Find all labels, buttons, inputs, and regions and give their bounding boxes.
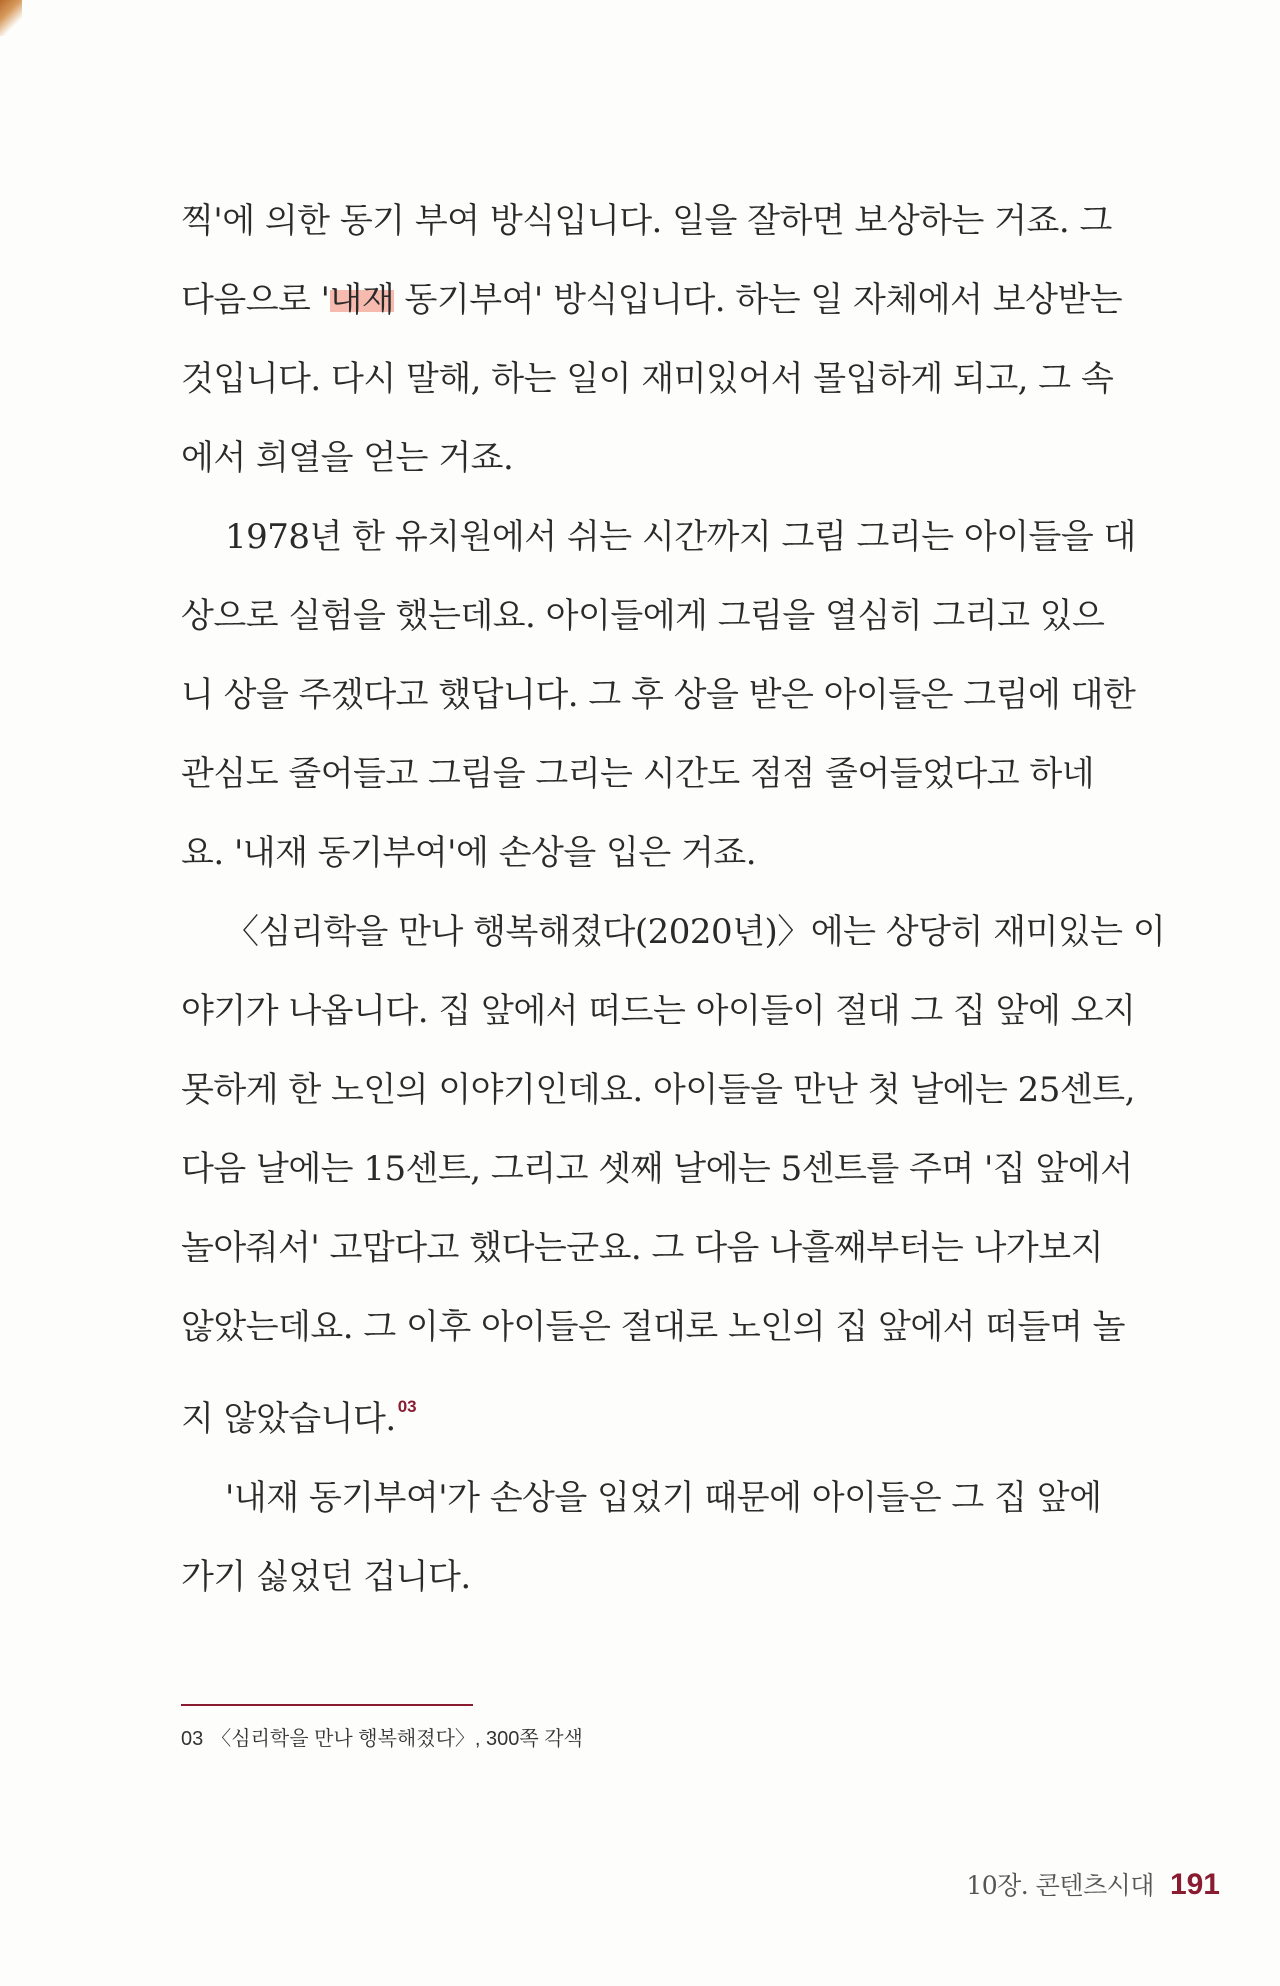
paragraph <box>181 893 1166 1459</box>
running-footer <box>966 1866 1220 1902</box>
text-line: 1978년 한 유치원에서 쉬는 시간까지 그림 그리는 아이들을 대 <box>225 517 1136 557</box>
text-line: 상으로 실험을 했는데요. 아이들에게 그림을 열심히 그리고 있으 <box>181 596 1105 636</box>
paragraph <box>181 182 1123 498</box>
text-line: 관심도 줄어들고 그림을 그리는 시간도 점점 줄어들었다고 하네 <box>181 754 1095 794</box>
highlighted-text: 내재 <box>329 280 395 320</box>
text-line: 요. '내재 동기부여'에 손상을 입은 거죠. <box>181 833 757 873</box>
footnote-divider <box>181 1704 473 1706</box>
footnote-text: 〈심리학을 만나 행복해졌다〉, 300쪽 각색 <box>211 1728 583 1750</box>
text-line: '내재 동기부여'가 손상을 입었기 때문에 아이들은 그 집 앞에 <box>225 1478 1102 1518</box>
text-line: 지 않았습니다. $^{03}$ <box>181 1397 417 1439</box>
chapter-label: 10장. 콘텐츠시대 <box>966 1871 1154 1900</box>
paragraph <box>181 1459 1102 1617</box>
text-line: 〈심리학을 만나 행복해졌다(2020년)〉에는 상당히 재미있는 이 <box>225 912 1166 952</box>
footnote <box>181 1722 583 1751</box>
text-line: 에서 희열을 얻는 거죠. <box>181 438 514 478</box>
text-fragment: 다음으로 ' <box>181 280 330 320</box>
footnote-number: 03 <box>181 1728 204 1750</box>
footnote-marker[interactable]: 03 <box>397 1397 417 1416</box>
text-line: 않았는데요. 그 이후 아이들은 절대로 노인의 집 앞에서 떠들며 놀 <box>181 1307 1126 1347</box>
text-fragment: 동기부여' 방식입니다. 하는 일 자체에서 보상받는 <box>394 280 1123 320</box>
body-text <box>181 182 1166 1617</box>
text-line: 가기 싫었던 겁니다. <box>181 1557 471 1597</box>
text-line <box>181 261 1123 340</box>
text-line: 놀아줘서' 고맙다고 했다는군요. 그 다음 나흘째부터는 나가보지 <box>181 1228 1103 1268</box>
text-line: 것입니다. 다시 말해, 하는 일이 재미있어서 몰입하게 되고, 그 속 <box>181 359 1114 399</box>
text-line: 찍'에 의한 동기 부여 방식입니다. 일을 잘하면 보상하는 거죠. 그 <box>181 201 1112 241</box>
page-number: 191 <box>1169 1868 1220 1901</box>
text-line: 못하게 한 노인의 이야기인데요. 아이들을 만난 첫 날에는 25센트, <box>181 1070 1135 1110</box>
page-corner-shadow <box>0 0 22 36</box>
text-line: 니 상을 주겠다고 했답니다. 그 후 상을 받은 아이들은 그림에 대한 <box>181 675 1136 715</box>
text-line: 다음 날에는 15센트, 그리고 셋째 날에는 5센트를 주며 '집 앞에서 <box>181 1149 1133 1189</box>
text-line: 야기가 나옵니다. 집 앞에서 떠드는 아이들이 절대 그 집 앞에 오지 <box>181 991 1136 1031</box>
paragraph <box>181 498 1136 893</box>
